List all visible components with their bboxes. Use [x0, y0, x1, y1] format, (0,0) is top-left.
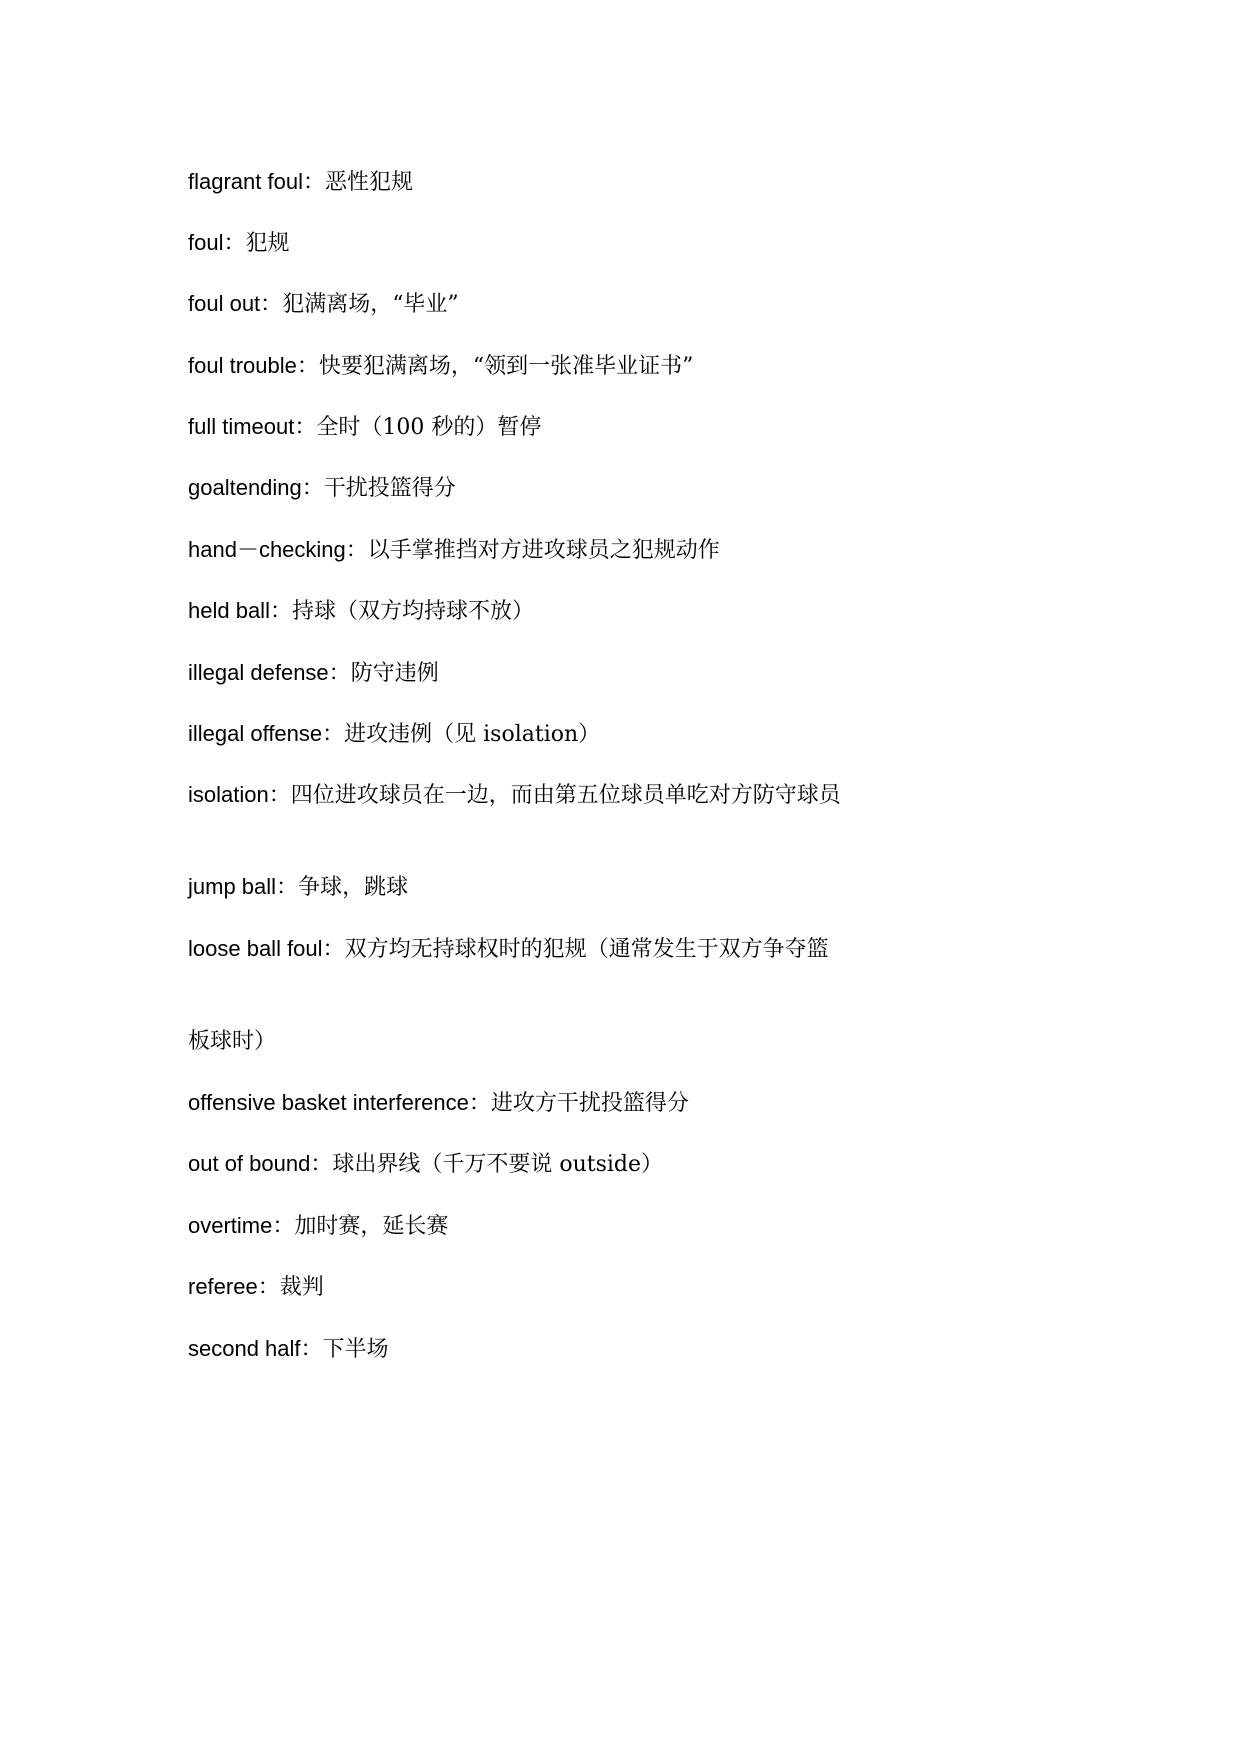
entry-definition: 进攻方干扰投篮得分	[490, 1091, 689, 1116]
entry-term: out of bound	[188, 1151, 311, 1176]
entry-separator: ：	[300, 1337, 323, 1362]
entry-separator: ：	[301, 476, 324, 501]
entry-separator: ：	[468, 1091, 491, 1116]
glossary-entry-continuation	[188, 1026, 1088, 1057]
entry-separator: ：	[269, 599, 292, 624]
entry-separator: ：	[260, 292, 283, 317]
entry-definition: 下半场	[322, 1337, 389, 1362]
entry-term: overtime	[188, 1213, 273, 1238]
entry-term: goaltending	[188, 475, 302, 500]
glossary-entry	[188, 167, 1088, 198]
entry-separator: ：	[276, 875, 299, 900]
entry-term: illegal defense	[188, 660, 329, 685]
glossary-entry	[188, 1334, 1088, 1365]
entry-term: hand－checking	[188, 537, 346, 562]
entry-separator: ：	[257, 1275, 280, 1300]
entry-definition: 以手掌推挡对方进攻球员之犯规动作	[367, 538, 720, 563]
entry-definition: 全时（100 秒的）暂停	[316, 415, 542, 440]
glossary-entry	[188, 1149, 1088, 1180]
entry-term: held ball	[188, 598, 270, 623]
entry-separator: ：	[296, 354, 319, 379]
entry-separator: ：	[322, 722, 345, 747]
entry-term: second half	[188, 1336, 301, 1361]
entry-definition: 防守违例	[350, 661, 439, 686]
glossary-entry	[188, 658, 1088, 689]
entry-definition: 犯规	[245, 231, 290, 256]
entry-separator: ：	[328, 661, 351, 686]
entry-separator: ：	[223, 231, 246, 256]
entry-definition: 裁判	[279, 1275, 324, 1300]
entry-term: full timeout	[188, 414, 295, 439]
glossary-entry	[188, 412, 1088, 443]
entry-separator: ：	[310, 1152, 333, 1177]
glossary-entry	[188, 535, 1088, 566]
entry-separator: ：	[302, 170, 325, 195]
glossary-entry	[188, 1272, 1088, 1303]
glossary-entry	[188, 719, 1088, 750]
entry-definition: 持球（双方均持球不放）	[291, 599, 534, 624]
entry-term: foul out	[188, 291, 261, 316]
entry-definition: 四位进攻球员在一边，而由第五位球员单吃对方防守球员	[290, 783, 841, 808]
glossary-entry	[188, 473, 1088, 504]
entry-term: foul trouble	[188, 353, 297, 378]
entry-separator: ：	[322, 937, 345, 962]
glossary-entry	[188, 1211, 1088, 1242]
entry-term: referee	[188, 1274, 258, 1299]
entry-term: isolation	[188, 782, 269, 807]
entry-term: illegal offense	[188, 721, 323, 746]
entry-definition: 干扰投篮得分	[323, 476, 456, 501]
entry-definition: 快要犯满离场，“领到一张准毕业证书”	[318, 354, 694, 379]
glossary-entry	[188, 351, 1088, 382]
entry-term: jump ball	[188, 874, 277, 899]
entry-separator: ：	[268, 783, 291, 808]
entry-term: foul	[188, 230, 224, 255]
glossary-entry	[188, 780, 1088, 811]
entry-term: loose ball foul	[188, 936, 323, 961]
entry-definition: 球出界线（千万不要说 outside）	[332, 1152, 664, 1177]
entry-term: flagrant foul	[188, 169, 303, 194]
glossary-entry	[188, 596, 1088, 627]
entry-definition: 双方均无持球权时的犯规（通常发生于双方争夺篮	[344, 937, 829, 962]
glossary-entry	[188, 289, 1088, 320]
entry-definition: 争球，跳球	[298, 875, 409, 900]
glossary-entry	[188, 872, 1088, 903]
entry-definition: 板球时）	[188, 1029, 277, 1054]
entry-separator: ：	[272, 1214, 295, 1239]
glossary-entry	[188, 228, 1088, 259]
entry-definition: 进攻违例（见 isolation）	[344, 722, 601, 747]
glossary-entry	[188, 934, 1088, 965]
entry-definition: 加时赛，延长赛	[294, 1214, 449, 1239]
entry-definition: 犯满离场，“毕业”	[282, 292, 459, 317]
entry-term: offensive basket interference	[188, 1090, 469, 1115]
entry-separator: ：	[345, 538, 368, 563]
glossary-entry	[188, 1088, 1088, 1119]
entry-definition: 恶性犯规	[324, 170, 413, 195]
entry-separator: ：	[294, 415, 317, 440]
